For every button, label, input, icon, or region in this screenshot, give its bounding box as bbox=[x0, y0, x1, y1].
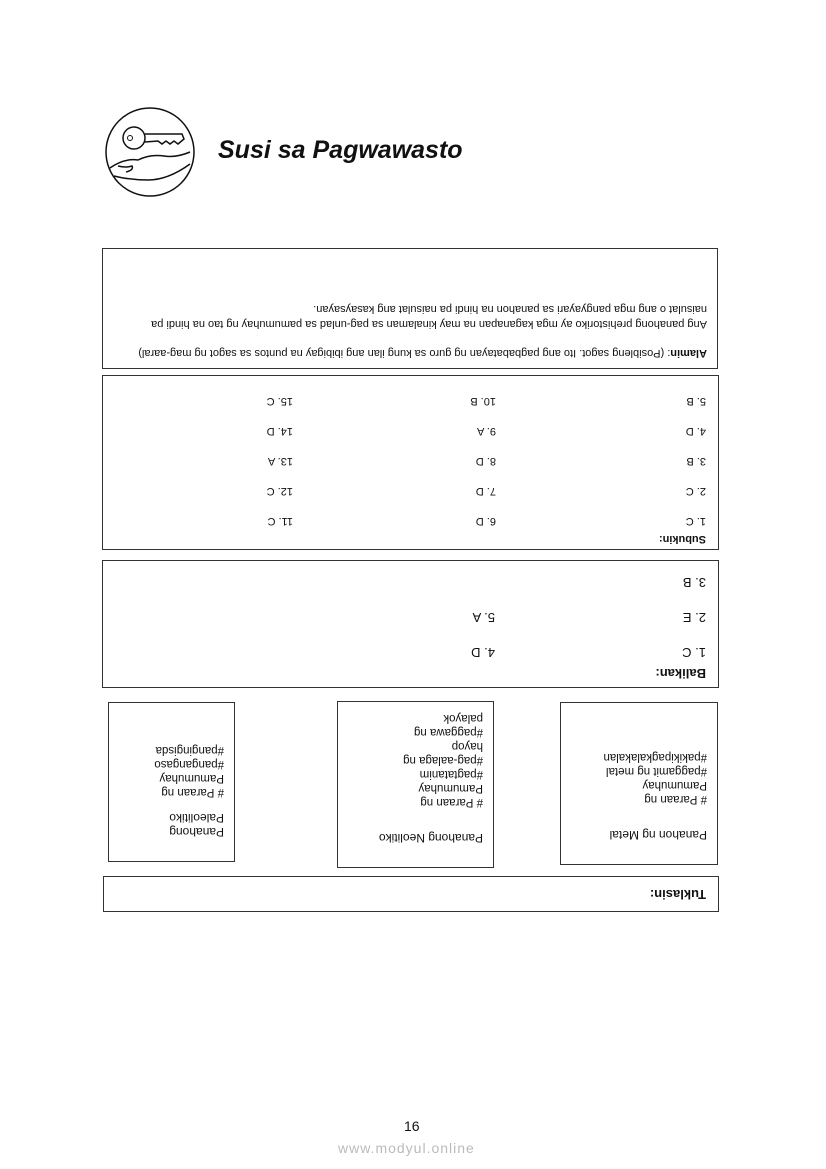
card-line: #pag-aalaga ng bbox=[403, 754, 483, 766]
answer: 15. C bbox=[266, 395, 293, 407]
answer: 5. A bbox=[472, 610, 495, 625]
card-line: hayop bbox=[451, 740, 483, 752]
balikan-label: Balikan: bbox=[655, 666, 706, 681]
answer: 2. C bbox=[685, 485, 706, 497]
answer: 13. A bbox=[267, 455, 293, 467]
alamin-answer: Ang panahong prehistoriko ay mga kaganapan na may kinalaman sa pag-unlad sa pamumuhay ng tao na hindi pa naisulat o ang mga pangyayari sa panahon na hindi pa naisulat ang kasaysayan. bbox=[151, 303, 707, 330]
subukin-label: Subukin: bbox=[658, 533, 706, 545]
card-title: Panahong Paleolitiko bbox=[169, 811, 224, 839]
card-line: Pamumuhay bbox=[642, 779, 707, 791]
card-line: # Paraan ng bbox=[420, 796, 483, 808]
answer: 11. C bbox=[267, 515, 293, 527]
card-line: Pamumuhay bbox=[418, 782, 483, 794]
answer: 1. C bbox=[682, 645, 706, 660]
card-line: #pakikipagkalakalan bbox=[603, 751, 707, 763]
answer-key-rotated bbox=[100, 245, 720, 915]
tuklasin-label: Tuklasin: bbox=[649, 887, 706, 902]
card-line: Pamumuhay bbox=[159, 772, 224, 784]
answer: 12. C bbox=[266, 485, 293, 497]
card-line: #pangingisda bbox=[155, 744, 224, 756]
answer: 7. D bbox=[475, 485, 496, 497]
balikan-section bbox=[102, 560, 719, 688]
alamin-label: Alamin bbox=[670, 347, 707, 359]
card-title: Panahon ng Metal bbox=[609, 828, 707, 842]
card-line: #paggamit ng metal bbox=[605, 765, 707, 777]
card-metal bbox=[560, 702, 718, 865]
subukin-section bbox=[102, 375, 719, 550]
alamin-intro: : (Posibleng sagot. Ito ang pagbabatayan ng guro sa kung ilan ang ibibigay na puntos sa sagot ng mag-aaral) bbox=[138, 347, 671, 359]
card-line: # Paraan ng bbox=[161, 786, 224, 798]
answer: 14. D bbox=[266, 425, 293, 437]
watermark: www.modyul.online bbox=[338, 1140, 475, 1156]
page-title: Susi sa Pagwawasto bbox=[218, 136, 463, 164]
answer: 3. B bbox=[682, 575, 706, 590]
card-neolitiko bbox=[337, 701, 494, 868]
alamin-section bbox=[102, 248, 718, 369]
card-line: #pagtatanim bbox=[419, 768, 483, 780]
page-number: 16 bbox=[404, 1118, 420, 1134]
card-title: Panahong Neolitiko bbox=[378, 831, 483, 845]
answer: 2. E bbox=[682, 610, 706, 625]
answer: 6. D bbox=[475, 515, 496, 527]
answer: 1. C bbox=[685, 515, 706, 527]
card-line: # Paraan ng bbox=[644, 793, 707, 805]
card-line: #pangangaso bbox=[154, 758, 224, 770]
card-line: #paggawa ng bbox=[413, 726, 483, 738]
card-paleolitiko bbox=[108, 702, 235, 862]
answer: 8. D bbox=[475, 455, 496, 467]
answer: 9. A bbox=[477, 425, 496, 437]
answer: 4. D bbox=[685, 425, 706, 437]
card-line: palayok bbox=[443, 712, 483, 724]
answer: 10. B bbox=[470, 395, 496, 407]
answer: 3. B bbox=[686, 455, 706, 467]
answer: 4. D bbox=[471, 645, 495, 660]
tuklasin-section bbox=[103, 876, 719, 912]
key-in-hand-icon bbox=[104, 106, 196, 198]
answer: 5. B bbox=[686, 395, 706, 407]
